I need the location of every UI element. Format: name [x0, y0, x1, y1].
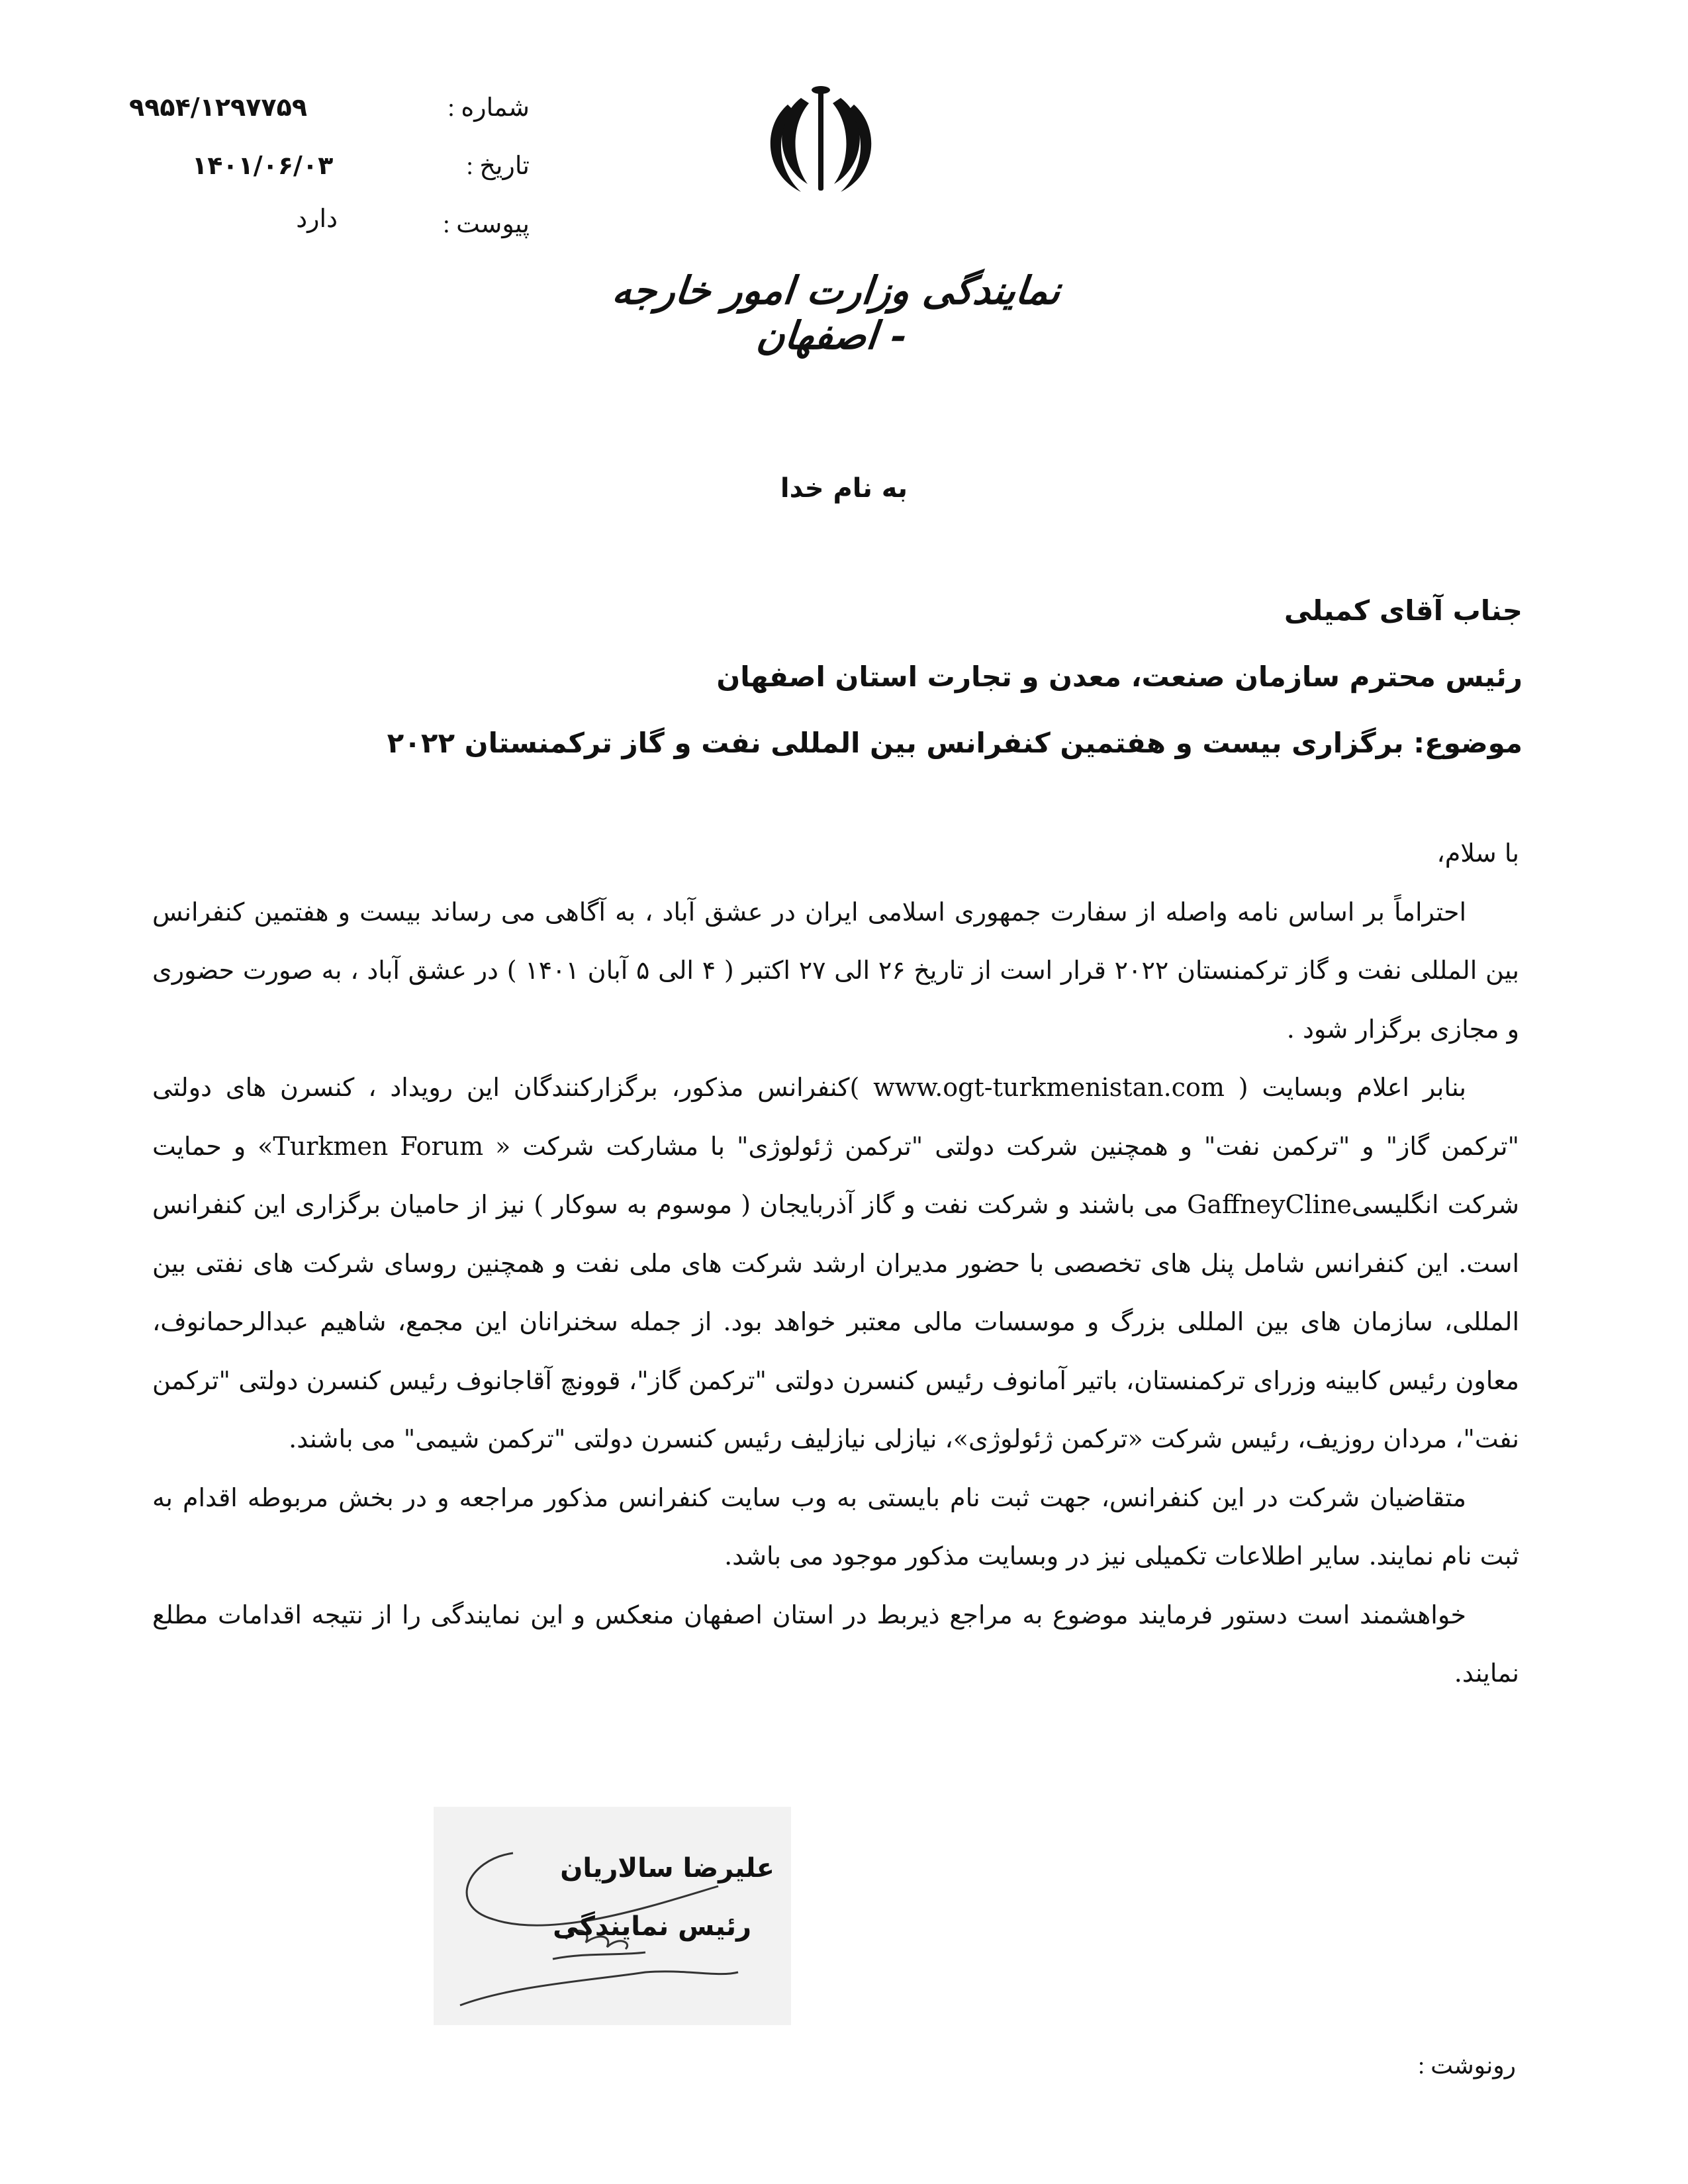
body-paragraph: بنابر اعلام وبسایت ( www.ogt-turkmenistan.com )کنفرانس مذکور، برگزارکنندگان این رویداد ، کنسرن های دولتی "ترکمن گاز" و "ترکمن نفت" و همچنین شرکت دولتی "ترکمن ژئولوژی" با مشارکت شرکت « Turkmen Forum» و حمایت شرکت انگلیسیGaffneyCline می باشند و شرکت نفت و گاز آذربایجان ( موسوم به سوکار ) نیز از حامیان برگزاری این کنفرانس است. این کنفرانس شامل پنل های تخصصی با حضور مدیران ارشد شرکت های ملی نفت و همچنین روسای شرکت های نفتی بین المللی، سازمان های بین المللی بزرگ و موسسات مالی معتبر خواهد بود. از جمله سخنرانان این مجمع، شاهیم عبدالرحمانوف، معاون رئیس کابینه وزرای ترکمنستان، باتیر آمانوف رئیس کنسرن دولتی "ترکمن گاز"، قوونچ آقاجانوف رئیس کنسرن دولتی "ترکمن نفت"، مردان روزیف، رئیس شرکت «ترکمن ژئولوژی»، نیازلی نیازلیف رئیس کنسرن دولتی "ترکمن شیمی" می باشند. — [152, 1073, 1520, 1453]
letter-body — [152, 824, 1519, 1703]
attachment-label: پیوست : — [443, 210, 530, 238]
signatory-name: علیرضا سالاریان — [560, 1853, 774, 1884]
recipient-position: رئیس محترم سازمان صنعت، معدن و تجارت استان اصفهان — [716, 660, 1523, 693]
signature-block — [434, 1807, 791, 2025]
body-paragraph: احتراماً بر اساس نامه واصله از سفارت جمهوری اسلامی ایران در عشق آباد ، به آگاهی می رساند بیست و هفتمین کنفرانس بین المللی نفت و گاز ترکمنستان ۲۰۲۲ قرار است از تاریخ ۲۶ الی ۲۷ اکتبر ( ۴ الی ۵ آبان ۱۴۰۱ ) در عشق آباد ، به صورت حضوری و مجازی برگزار شود . — [152, 897, 1519, 1044]
signatory-title: رئیس نمایندگی — [553, 1911, 751, 1942]
cc-label: رونوشت : — [1418, 2052, 1516, 2079]
body-paragraph: متقاضیان شرکت در این کنفرانس، جهت ثبت نام بایستی به وب سایت کنفرانس مذکور مراجعه و در بخش مربوطه اقدام به ثبت نام نمایند. سایر اطلاعات تکمیلی نیز در وبسایت مذکور موجود می باشد. — [152, 1482, 1519, 1570]
office-title: نمایندگی وزارت امور خارجه - اصفهان — [610, 268, 1063, 358]
greeting: با سلام، — [1436, 839, 1519, 868]
body-paragraph: خواهشمند است دستور فرمایند موضوع به مراجع ذیربط در استان اصفهان منعکس و این نمایندگی را از نتیجه اقدامات مطلع نمایند. — [152, 1600, 1519, 1688]
recipient-name: جناب آقای کمیلی — [1284, 594, 1523, 627]
date-value: ۱۴۰۱/۰۶/۰۳ — [192, 151, 334, 180]
letter-subject: موضوع: برگزاری بیست و هفتمین کنفرانس بین المللی نفت و گاز ترکمنستان ۲۰۲۲ — [387, 727, 1523, 759]
basmala-heading: به نام خدا — [780, 473, 908, 504]
number-label: شماره : — [447, 94, 530, 122]
attachment-value: دارد — [296, 205, 338, 233]
date-label: تاریخ : — [466, 152, 530, 180]
number-value: ۹۹۵۴/۱۲۹۷۷۵۹ — [129, 93, 308, 122]
iran-emblem-icon — [761, 78, 880, 197]
